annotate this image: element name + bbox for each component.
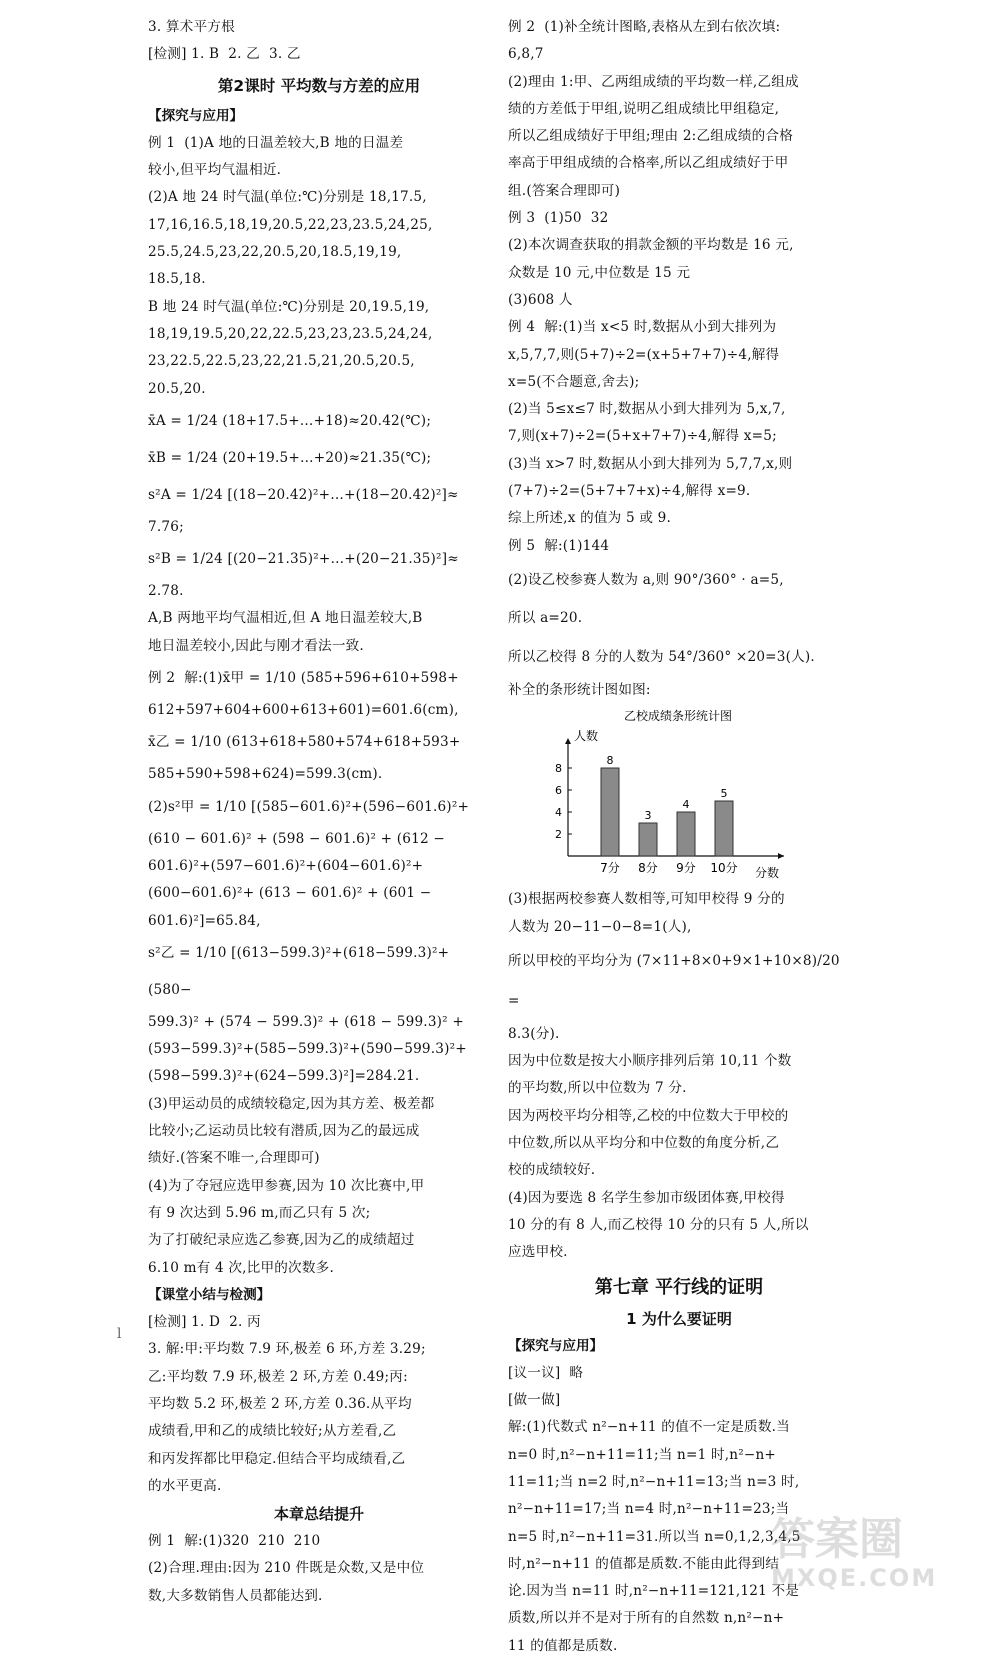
text-line: x=5(不合题意,舍去); xyxy=(508,373,640,390)
section-explore-right: 【探究与应用】 xyxy=(508,1337,604,1354)
text-line: 中位数,所以从平均分和中位数的角度分析,乙 xyxy=(508,1135,780,1152)
bar-value-label: 4 xyxy=(682,798,690,812)
text-line: 例 2 (1)补全统计图略,表格从左到右依次填: xyxy=(508,19,781,35)
text-line: (3)根据两校参赛人数相等,可知甲校得 9 分的 xyxy=(508,891,785,908)
formula-line: 例 2 解:(1)x̄甲 = 1/10 (585+596+610+598+ xyxy=(148,670,459,687)
text-line: (2)合理.理由:因为 210 件既是众数,又是中位 xyxy=(148,1560,425,1577)
question-3 xyxy=(148,1336,490,1500)
text-line: 所以乙组成绩好于甲组;理由 2:乙组成绩的合格 xyxy=(508,128,794,145)
text-line: 17,16,16.5,18,19,20.5,22,23,23.5,24,25, xyxy=(148,216,433,233)
text-line: 较小,但平均气温相近. xyxy=(148,162,282,179)
example-5 xyxy=(508,533,850,705)
chart-marks xyxy=(555,738,784,875)
text-line: 18,19,19.5,20,22,22.5,23,23,23.5,24,24, xyxy=(148,325,433,342)
x-tick-label: 9分 xyxy=(676,861,696,876)
text-line: 数,大多数销售人员都能达到. xyxy=(148,1587,323,1604)
x-tick-label: 8分 xyxy=(638,861,658,876)
text-line: 补全的条形统计图如图: xyxy=(508,681,651,698)
section-explore: 【探究与应用】 xyxy=(148,107,244,124)
text-line: A,B 两地平均气温相近,但 A 地日温差较大,B xyxy=(148,610,423,627)
text-line: 20.5,20. xyxy=(148,380,206,397)
chapter-summary-title: 本章总结提升 xyxy=(273,1505,364,1524)
text-line: x,5,7,7,则(5+7)÷2=(x+5+7+7)÷4,解得 xyxy=(508,346,780,363)
text-line: 综上所述,x 的值为 5 或 9. xyxy=(508,510,672,527)
left-line: [检测] 1. B 2. 乙 3. 乙 xyxy=(148,46,301,63)
text-line: 时,n²−n+11 的值都是质数.不能由此得到结 xyxy=(508,1555,780,1572)
bar-value-label: 8 xyxy=(606,754,614,768)
formula-line: x̄A = 1/24 (18+17.5+…+18)≈20.42(℃); xyxy=(148,412,432,429)
text-line: 11=11;当 n=2 时,n²−n+11=13;当 n=3 时, xyxy=(508,1473,800,1490)
discuss-line: [议一议] 略 xyxy=(508,1364,584,1381)
formula-line: (2)设乙校参赛人数为 a,则 90°/360° · a=5, xyxy=(508,571,784,588)
text-line: 例 3 (1)50 32 xyxy=(508,210,609,227)
text-line: 成绩看,甲和乙的成绩比较好;从方差看,乙 xyxy=(148,1423,397,1440)
bar xyxy=(677,812,695,856)
formula-line: 601.6)²]=65.84, xyxy=(148,912,261,929)
y-tick-label: 4 xyxy=(555,806,562,820)
margin-mark: l xyxy=(117,1326,122,1342)
text-line: 绩好.(答案不唯一,合理即可) xyxy=(148,1150,320,1167)
text-line: 和丙发挥都比甲稳定.但结合平均成绩看,乙 xyxy=(148,1450,406,1467)
formula-line: 所以甲校的平均分为 (7×11+8×0+9×1+10×8)/20 = xyxy=(508,952,845,1009)
y-axis-arrow xyxy=(565,738,571,744)
example-2 xyxy=(148,660,490,1282)
text-line: 组.(答案合理即可) xyxy=(508,182,621,199)
formula-line: s²B = 1/24 [(20−21.35)²+…+(20−21.35)²]≈ xyxy=(148,551,459,568)
text-line: 的水平更高. xyxy=(148,1477,222,1494)
text-line: 地日温差较小,因此与刚才看法一致. xyxy=(148,637,364,654)
text-line: n=5 时,n²−n+11=31.所以当 n=0,1,2,3,4,5 xyxy=(508,1528,801,1545)
text-line: 校的成绩较好. xyxy=(508,1162,596,1179)
lesson-title: 第2课时 平均数与方差的应用 xyxy=(217,76,421,95)
text-line: 所以 a=20. xyxy=(508,609,583,626)
text-line: 例 1 (1)A 地的日温差较大,B 地的日温差 xyxy=(148,134,404,151)
y-tick-label: 6 xyxy=(555,784,562,798)
chart-title: 乙校成绩条形统计图 xyxy=(623,709,733,724)
text-line: (2)理由 1:甲、乙两组成绩的平均数一样,乙组成 xyxy=(508,73,799,90)
section-summary: 【课堂小结与检测】 xyxy=(148,1286,271,1303)
text-line: 23,22.5,22.5,23,22,21.5,21,20.5,20.5, xyxy=(148,353,415,370)
formula-line: (2)s²甲 = 1/10 [(585−601.6)²+(596−601.6)²+ xyxy=(148,798,470,815)
text-line: 绩的方差低于甲组,说明乙组成绩比甲组稳定, xyxy=(508,100,780,117)
bar-chart xyxy=(508,706,850,886)
formula-line: 612+597+604+600+613+601)=601.6(cm), xyxy=(148,702,459,719)
text-line: 因为两校平均分相等,乙校的中位数大于甲校的 xyxy=(508,1107,789,1124)
text-line: n=0 时,n²−n+11=11;当 n=1 时,n²−n+ xyxy=(508,1446,777,1463)
text-line: (3)608 人 xyxy=(508,291,573,308)
formula-line: 599.3)² + (574 − 599.3)² + (618 − 599.3)² + xyxy=(148,1013,464,1030)
formula-line: x̄B = 1/24 (20+19.5+…+20)≈21.35(℃); xyxy=(148,449,432,466)
formula-line: (598−599.3)²+(624−599.3)²]=284.21. xyxy=(148,1068,420,1085)
formula-line: 585+590+598+624)=599.3(cm). xyxy=(148,766,383,783)
y-tick-label: 2 xyxy=(555,828,562,842)
text-line: (4)因为要选 8 名学生参加市级团体赛,甲校得 xyxy=(508,1189,785,1206)
left-line: 3. 算术平方根 xyxy=(148,19,235,35)
example-3 xyxy=(508,205,850,314)
bar xyxy=(601,768,619,856)
bar-chart-svg xyxy=(508,706,848,886)
text-line: 乙:平均数 7.9 环,极差 2 环,方差 0.49;丙: xyxy=(148,1368,408,1385)
text-line: 率高于甲组成绩的合格率,所以乙组成绩好于甲 xyxy=(508,155,789,172)
text-line: B 地 24 时气温(单位:℃)分别是 20,19.5,19, xyxy=(148,298,430,315)
formula-line: (593−599.3)²+(585−599.3)²+(590−599.3)²+ xyxy=(148,1041,467,1058)
formula-line: 601.6)²+(597−601.6)²+(604−601.6)²+ xyxy=(148,857,424,874)
formula-line: x̄乙 = 1/10 (613+618+580+574+618+593+ xyxy=(148,734,461,751)
left-column xyxy=(148,14,490,1610)
section-title: 1 为什么要证明 xyxy=(626,1309,732,1328)
formula-line: s²乙 = 1/10 [(613−599.3)²+(618−599.3)²+(580− xyxy=(148,944,450,998)
text-line: (2)A 地 24 时气温(单位:℃)分别是 18,17.5, xyxy=(148,189,427,206)
bar-value-label: 5 xyxy=(720,787,728,801)
text-line: 18.5,18. xyxy=(148,271,206,288)
chapter-title: 第七章 平行线的证明 xyxy=(594,1276,764,1298)
text-line: 的平均数,所以中位数为 7 分. xyxy=(508,1080,687,1097)
example-5-cont xyxy=(508,886,850,1266)
text-line: 25.5,24.5,23,22,20.5,20,18.5,19,19, xyxy=(148,244,402,261)
chart-x-label: 分数 xyxy=(754,866,780,881)
text-line: 10 分的有 8 人,而乙校得 10 分的只有 5 人,所以 xyxy=(508,1216,809,1233)
text-line: 3. 解:甲:平均数 7.9 环,极差 6 环,方差 3.29; xyxy=(148,1341,426,1358)
text-line: 因为中位数是按大小顺序排列后第 10,11 个数 xyxy=(508,1053,792,1070)
text-line: 质数,所以并不是对于所有的自然数 n,n²−n+ xyxy=(508,1610,785,1627)
text-line: (4)为了夺冠应选甲参赛,因为 10 次比赛中,甲 xyxy=(148,1177,425,1194)
text-line: (2)本次调查获取的捐款金额的平均数是 16 元, xyxy=(508,237,794,254)
x-axis-arrow xyxy=(778,853,784,859)
text-line: 解:(1)代数式 n²−n+11 的值不一定是质数.当 xyxy=(508,1419,790,1436)
text-line: 8.3(分). xyxy=(508,1025,560,1042)
text-line: (2)当 5≤x≤7 时,数据从小到大排列为 5,x,7, xyxy=(508,401,786,418)
check-line: [检测] 1. D 2. 丙 xyxy=(148,1314,261,1331)
y-tick-label: 8 xyxy=(555,762,562,776)
formula-line: s²A = 1/24 [(18−20.42)²+…+(18−20.42)²]≈ xyxy=(148,486,459,503)
formula-line: 7.76; xyxy=(148,518,184,535)
bar-value-label: 3 xyxy=(644,809,652,823)
x-tick-label: 10分 xyxy=(710,861,738,876)
text-line: 平均数 5.2 环,极差 2 环,方差 0.36.从平均 xyxy=(148,1395,412,1412)
text-line: (7+7)÷2=(5+7+7+x)÷4,解得 x=9. xyxy=(508,483,751,500)
text-line: 众数是 10 元,中位数是 15 元 xyxy=(508,264,691,281)
text-line: 应选甲校. xyxy=(508,1244,568,1261)
text-line: 6,8,7 xyxy=(508,46,544,63)
text-line: 例 5 解:(1)144 xyxy=(508,537,610,554)
example-4 xyxy=(508,314,850,532)
bar xyxy=(639,823,657,856)
text-line: 例 1 解:(1)320 210 210 xyxy=(148,1533,321,1550)
text-line: 有 9 次达到 5.96 m,而乙只有 5 次; xyxy=(148,1204,371,1221)
chart-y-label: 人数 xyxy=(573,729,599,744)
formula-line: (600−601.6)²+ (613 − 601.6)² + (601 − xyxy=(148,885,432,902)
text-line: 比较小;乙运动员比较有潜质,因为乙的最远成 xyxy=(148,1123,420,1140)
text-line: 为了打破纪录应选乙参赛,因为乙的成绩超过 xyxy=(148,1232,415,1249)
x-tick-label: 7分 xyxy=(600,861,620,876)
formula-line: 2.78. xyxy=(148,583,184,600)
watermark xyxy=(771,1516,981,1596)
text-line: 6.10 m有 4 次,比甲的次数多. xyxy=(148,1259,334,1276)
text-line: n²−n+11=17;当 n=4 时,n²−n+11=23;当 xyxy=(508,1501,790,1518)
watermark-text: 答案圈 xyxy=(771,1514,903,1565)
watermark-url: MXQE.COM xyxy=(771,1564,938,1592)
text-line: 例 4 解:(1)当 x<5 时,数据从小到大排列为 xyxy=(508,319,777,336)
right-column xyxy=(508,14,850,1660)
formula-line: (610 − 601.6)² + (598 − 601.6)² + (612 − xyxy=(148,830,445,847)
text-line: (3)甲运动员的成绩较稳定,因为其方差、极差都 xyxy=(148,1095,435,1112)
bar xyxy=(715,801,733,856)
formula-line: 所以乙校得 8 分的人数为 54°/360° ×20=3(人). xyxy=(508,648,815,665)
example-1 xyxy=(148,130,490,660)
example-2-right xyxy=(508,14,850,205)
text-line: (3)当 x>7 时,数据从小到大排列为 5,7,7,x,则 xyxy=(508,455,793,472)
text-line: 7,则(x+7)÷2=(5+x+7+7)÷4,解得 x=5; xyxy=(508,428,777,445)
text-line: 论.因为当 n=11 时,n²−n+11=121,121 不是 xyxy=(508,1583,800,1600)
text-line: 11 的值都是质数. xyxy=(508,1637,618,1654)
text-line: 人数为 20−11−0−8=1(人), xyxy=(508,918,692,935)
doit-line: [做一做] xyxy=(508,1392,561,1409)
